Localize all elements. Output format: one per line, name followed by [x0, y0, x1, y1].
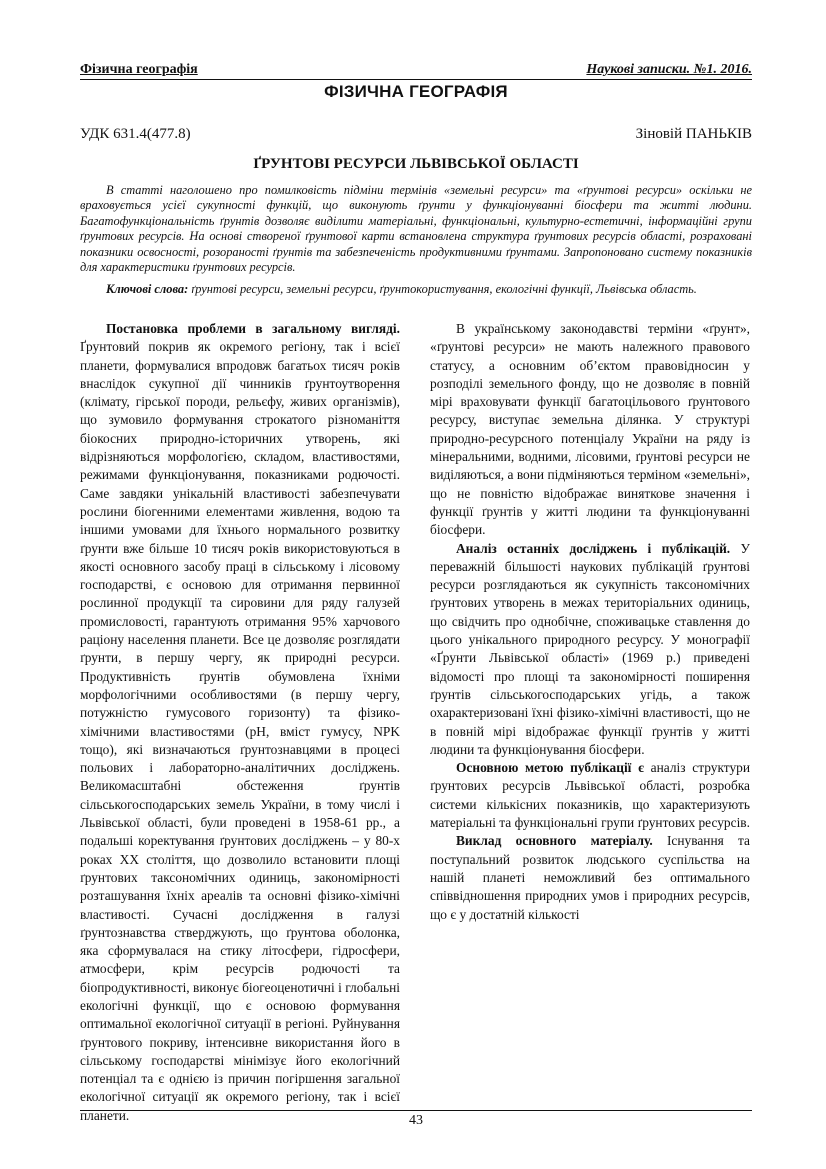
running-header-section: Фізична географія	[80, 62, 198, 77]
article-title: ҐРУНТОВІ РЕСУРСИ ЛЬВІВСЬКОЇ ОБЛАСТІ	[253, 156, 579, 172]
article-meta	[80, 126, 752, 143]
body-column-left	[80, 320, 400, 1123]
running-header-journal: Наукові записки. №1. 2016.	[586, 62, 752, 77]
page-number: 43	[80, 1110, 752, 1129]
keywords-text: ґрунтові ресурси, земельні ресурси, ґрунтокористування, екологічні функції, Львівська область.	[188, 282, 697, 296]
paragraph-text: аналіз структури ґрунтових ресурсів Львівської області, розробка системи кількісних показників, що характеризують матеріальні та функціональні групи ґрунтових ресурсів.	[430, 760, 751, 831]
keywords-label: Ключові слова:	[106, 282, 189, 296]
running-header	[80, 62, 752, 80]
paragraph-lead: Основною метою публікації є	[456, 760, 644, 776]
section-title: ФІЗИЧНА ГЕОГРАФІЯ	[324, 82, 508, 101]
paragraph-legislation: В українському законодавстві терміни «ґрунт», «ґрунтові ресурси» не мають належного правового статусу, а основним об’єктом правовідносин у розподілі земельного фонду, що не дозволяє в повній мірі враховувати функції багатоцільового ґрунтового ресурсу, виступає земельна ділянка. У структурі природно-ресурсного потенціалу України на ряду із мінеральними, водними, лісовими, ґрунтові ресурси не виділяються, а вони підміняються терміном «земельні», що не повністю відображає виняткове значення і функції ґрунтів у житті людини та функціонуванні біосфери.	[430, 321, 750, 538]
abstract: В статті наголошено про помилковість підміни термінів «земельні ресурси» та «ґрунтові ресурси» оскільки не враховується усієї сукупності функцій, що виконують ґрунти у функціонуванні біосфери та житті людини. Багатофункціональність ґрунтів дозволяє виділити матеріальні, функціональні, культурно-естетичні, інформаційні групи ґрунтових ресурсів. На основі створеної ґрунтової карти встановлена структура ґрунтових ресурсів області, розраховані показники освосності, розораності ґрунтів та забезпеченість продуктивними ґрунтами. Запропоновано систему показників для характеристики ґрунтових ресурсів.	[80, 183, 752, 275]
udc-code: УДК 631.4(477.8)	[80, 126, 191, 142]
paragraph-lead: Аналіз останніх досліджень і публікацій.	[456, 540, 731, 556]
keywords	[80, 282, 752, 297]
paragraph-text: У переважній більшості наукових публікацій ґрунтові ресурси розглядаються як сукупність таксономічних ґрунтових утворень в межах територіальних одиниць, що свідчить про однобічне, споживацьке ставлення до цього унікального природного ресурсу. У монографії «Ґрунти Львівської області» (1969 р.) приведені відомості про площі та закономірності поширення ґрунтів сільськогосподарських угідь, а також охарактеризовані їхні фізико-хімічні властивості, що не в повній мірі відображає функції ґрунтів у житті людини та функціонування біосфери.	[430, 540, 750, 757]
paragraph-lead: Виклад основного матеріалу.	[456, 833, 653, 849]
body-column-right	[430, 320, 750, 1102]
paragraph-problem-statement	[80, 320, 400, 1125]
paragraph-literature-review	[430, 540, 750, 760]
paragraph-aim	[430, 759, 750, 832]
paragraph-lead: Постановка проблеми в загальному вигляді.	[106, 321, 400, 336]
paragraph-text: Ґрунтовий покрив як окремого регіону, так і всієї планети, формувалися впродовж багатьох тисяч років внаслідок сукупної дії чинників ґрунтоутворення (клімату, гірської породи, рельєфу, живих організмів), що зумовило формування строкатого різноманіття біокосних природно-історичних утворень, які відрізняються морфологією, складом, властивостями, режимами функціонування, показниками родючості. Саме завдяки унікальній властивості забезпечувати рослини біогенними елементами живлення, водою та іншими умовами для їхнього нормального розвитку ґрунти вже більше 10 тисяч років використовуються в якості основного засобу праці в сільському і лісовому господарстві, є основою для отримання первинної рослинної продукції та сировини для ряду галузей промисловості, гарантують отримання 95% харчового раціону населення планети. Все це дозволяє розглядати ґрунти, в першу чергу, як природні ресурси. Продуктивність ґрунтів обумовлена їхніми морфологічними особливостями (в першу чергу, потужністю гумусового горизонту) та фізико-хімічними властивостями (рН, вміст гумусу, NPK тощо), які визначаються ґрунтознавцями в процесі польових і лабораторно-аналітичних досліджень. Великомасштабні обстеження ґрунтів сільськогосподарських земель України, в тому числі і Львівської області, були проведені в 1958-61 рр., а подальші коректування ґрунтових досліджень – у 80-х роках ХХ століття, що дозволило встановити площі ґрунтових таксономічних одиниць, закономірності розташування їхніх ареалів та основні фізико-хімічні властивості. Сучасні дослідження в галузі ґрунтознавства стверджують, що ґрунтова оболонка, яка сформувалася на стику літосфери, гідросфери, атмосфери, крім ресурсів родючості та біопродуктивності, виконує біогеоценотичні і глобальні екологічні функції, що є основою формування оптимальної екологічної ситуації в регіоні. Руйнування ґрунтового покриву, інтенсивне використання його в сільському господарстві мінімізує його екологічний потенціал та є однією із причин погіршення загальної екологічної ситуації як окремого регіону, так і всієї планети.	[80, 339, 400, 1123]
author-name: Зіновій ПАНЬКІВ	[635, 126, 752, 142]
paragraph-text: Існування та поступальний розвиток людського суспільства на нашій планеті неможливий без оптимального співвідношення природних умов і природних ресурсів, що є у достатній кількості	[430, 833, 750, 922]
paragraph-main-material	[430, 832, 750, 923]
